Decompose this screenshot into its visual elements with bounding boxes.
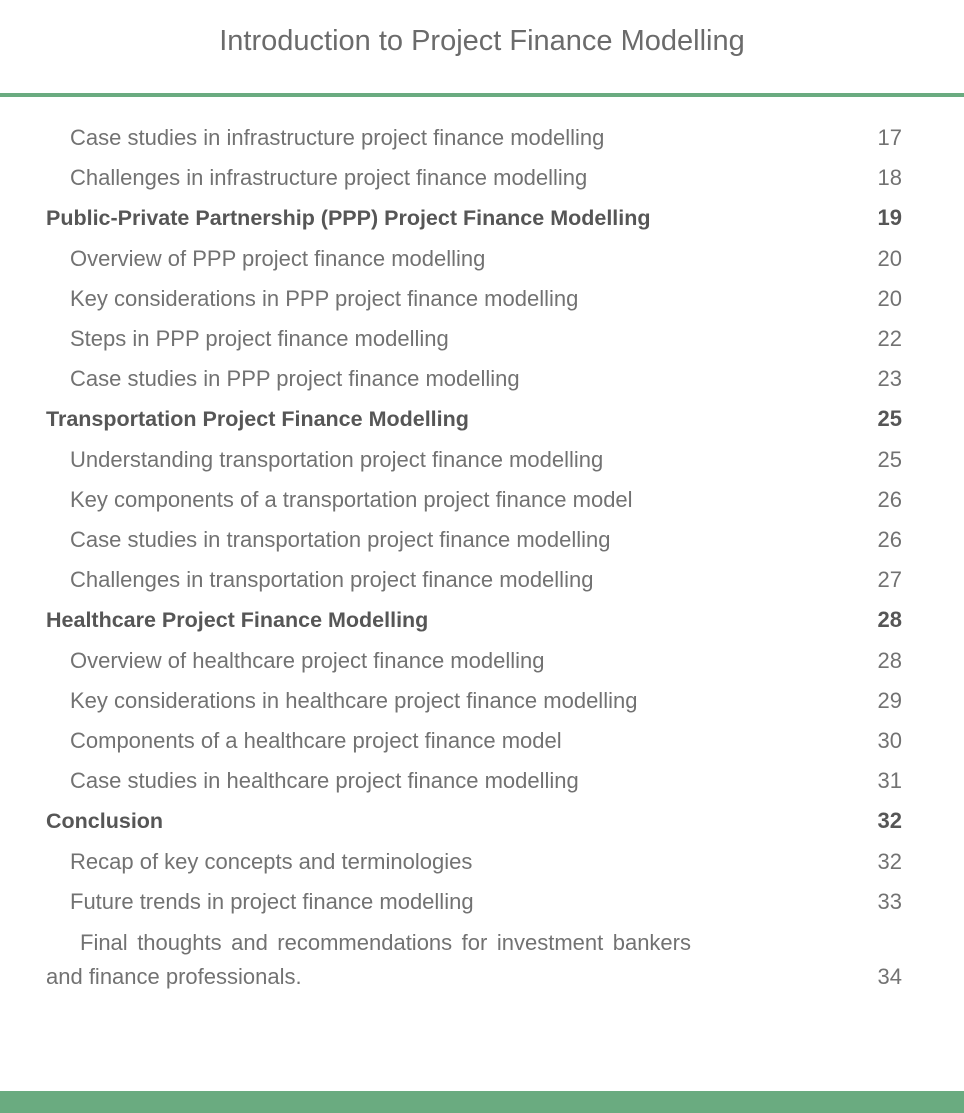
toc-entry [46, 600, 902, 640]
toc-entry-page: 26 [877, 486, 902, 512]
toc-entry-page: 34 [877, 964, 902, 990]
toc-entry-page: 29 [877, 687, 902, 713]
toc-entry [46, 520, 902, 560]
toc-entry-label: Challenges in transportation project finance modelling [70, 567, 594, 593]
toc-entry [46, 560, 902, 600]
page-title: Introduction to Project Finance Modelling [219, 25, 745, 57]
toc-entry-label: Overview of PPP project finance modelling [70, 245, 486, 271]
toc-entry [46, 681, 902, 721]
toc-entry-label: Key considerations in PPP project finance modelling [70, 285, 579, 311]
toc-entry [46, 882, 902, 922]
toc-entry [46, 440, 902, 480]
toc-entry [46, 118, 902, 158]
toc-entry-page: 23 [877, 366, 902, 392]
toc-entry-label: Key components of a transportation project finance model [70, 486, 633, 512]
toc-entry [46, 480, 902, 520]
toc-entry-label: Final thoughts and recommendations for investment bankers and finance professionals. [46, 930, 691, 990]
toc-entry [46, 399, 902, 439]
toc-entry [46, 359, 902, 399]
toc-entry-label: Conclusion [46, 809, 164, 834]
toc-entry-page: 28 [877, 647, 902, 673]
toc-entry [46, 801, 902, 841]
toc-entry-page: 19 [877, 205, 902, 231]
toc-entry-page: 20 [877, 245, 902, 271]
toc-entry [46, 641, 902, 681]
toc-entry [46, 198, 902, 238]
toc-entry-label: Key considerations in healthcare project finance modelling [70, 687, 638, 713]
toc-entry-page: 32 [877, 808, 902, 834]
toc-entry-page: 28 [877, 607, 902, 633]
toc-entry-label: Future trends in project finance modelling [70, 888, 474, 914]
toc-entry-label: Healthcare Project Finance Modelling [46, 608, 429, 633]
toc-entry-label: Components of a healthcare project finance model [70, 728, 562, 754]
toc-entry-label: Challenges in infrastructure project finance modelling [70, 165, 588, 191]
toc-entry-page: 27 [877, 567, 902, 593]
toc-entry-page: 33 [877, 888, 902, 914]
toc-entry-label: Overview of healthcare project finance modelling [70, 647, 545, 673]
toc-entry-label: Case studies in infrastructure project finance modelling [70, 125, 605, 150]
toc-entry-label: Case studies in PPP project finance modelling [70, 366, 520, 392]
toc-entry-label: Case studies in transportation project finance modelling [70, 527, 611, 553]
toc-entry [46, 239, 902, 279]
toc-entry [46, 721, 902, 761]
toc-entry-page: 32 [877, 848, 902, 874]
toc-entry-page: 25 [877, 446, 902, 472]
toc-entry-label: Public-Private Partnership (PPP) Project Finance Modelling [46, 206, 651, 231]
table-of-contents [0, 118, 964, 994]
toc-entry [46, 279, 902, 319]
toc-entry [46, 926, 902, 994]
toc-entry [46, 319, 902, 359]
toc-entry-label: Recap of key concepts and terminologies [70, 848, 473, 874]
toc-entry-page: 31 [877, 768, 902, 794]
toc-entry-page: 30 [877, 728, 902, 754]
toc-entry-page: 17 [877, 125, 902, 150]
footer-accent-bar [0, 1091, 964, 1113]
toc-entry [46, 842, 902, 882]
toc-entry-page: 25 [877, 406, 902, 432]
document-header [0, 0, 964, 97]
toc-entry [46, 158, 902, 198]
toc-entry-label: Case studies in healthcare project finance modelling [70, 768, 579, 794]
toc-entry-label: Understanding transportation project finance modelling [70, 446, 604, 472]
toc-entry-label: Transportation Project Finance Modelling [46, 407, 469, 432]
toc-entry [46, 761, 902, 801]
toc-entry-page: 22 [877, 326, 902, 352]
toc-entry-page: 18 [877, 165, 902, 191]
toc-entry-page: 20 [877, 285, 902, 311]
toc-entry-page: 26 [877, 527, 902, 553]
toc-entry-label: Steps in PPP project finance modelling [70, 326, 449, 352]
